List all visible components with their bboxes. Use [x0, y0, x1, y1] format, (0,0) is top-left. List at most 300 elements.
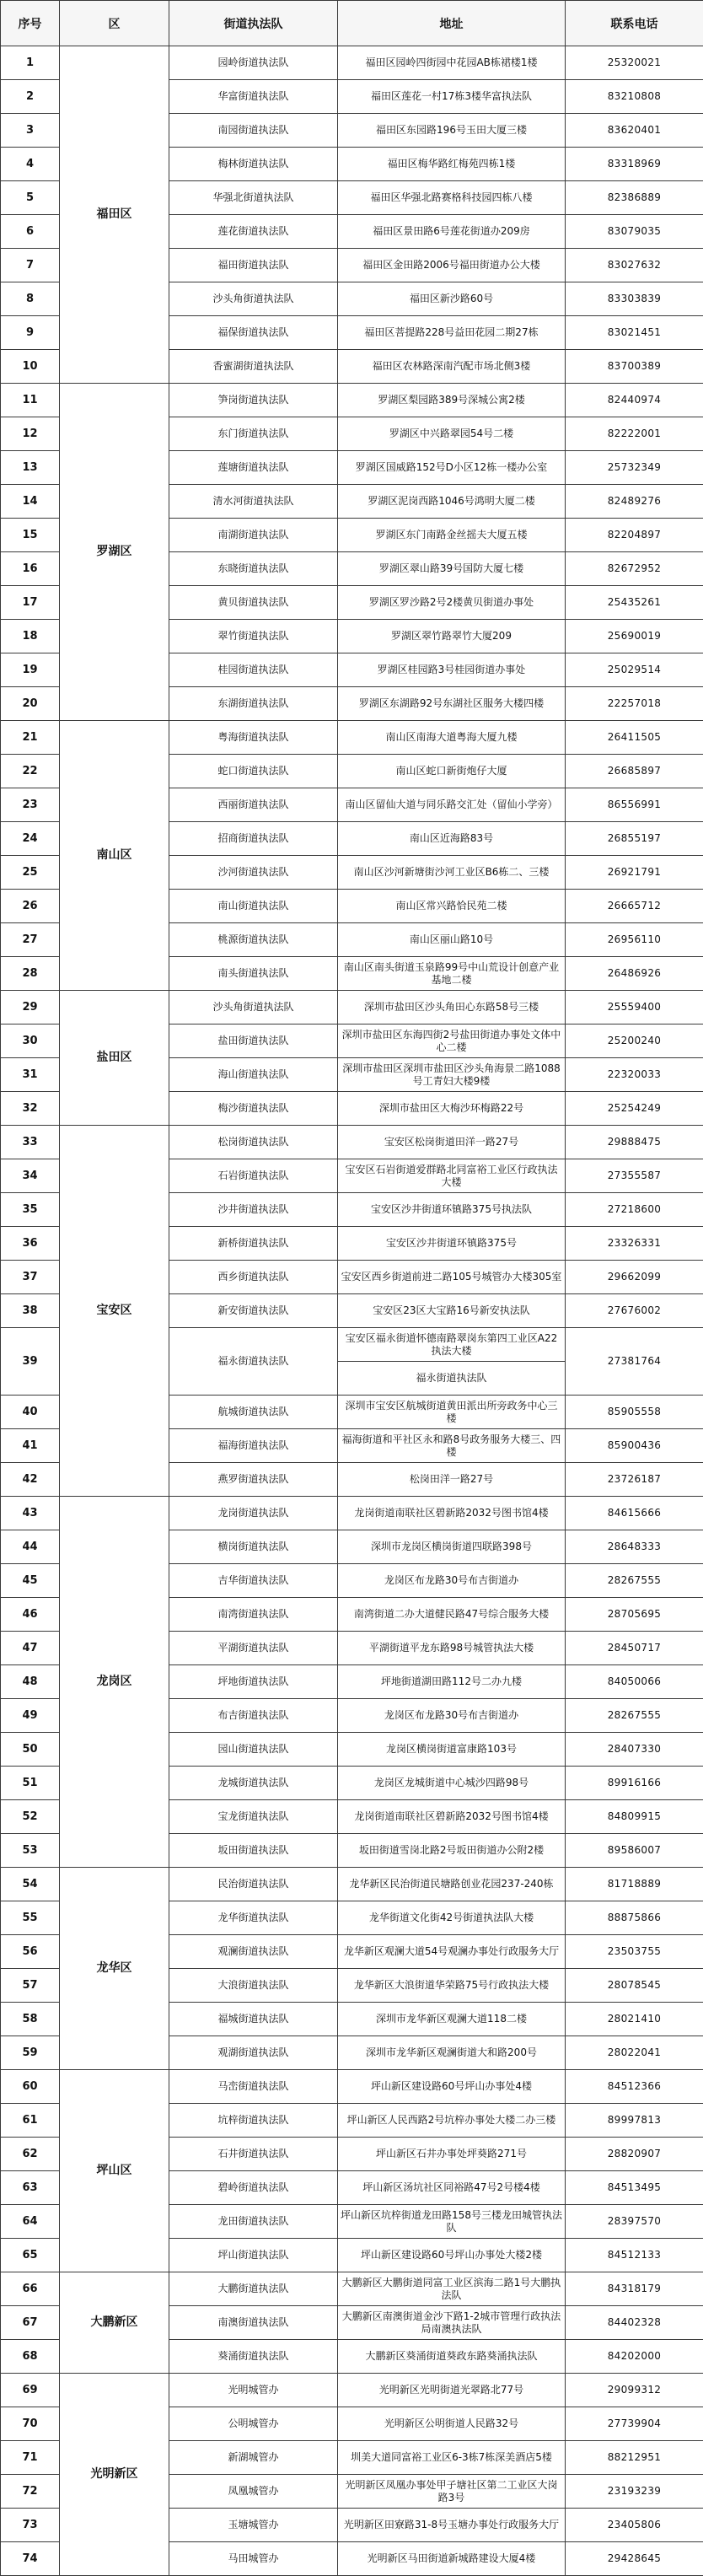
table-row [1, 1868, 703, 1901]
team-cell: 龙岗街道执法队 [169, 1497, 338, 1530]
row-index: 14 [1, 485, 60, 519]
phone-cell: 25029514 [566, 653, 703, 687]
district-cell: 大鹏新区 [60, 2272, 169, 2374]
row-index: 56 [1, 1935, 60, 1969]
row-index: 52 [1, 1800, 60, 1834]
team-cell: 龙城街道执法队 [169, 1767, 338, 1800]
row-index: 9 [1, 316, 60, 350]
address-cell: 罗湖区国威路152号D小区12栋一楼办公室 [338, 451, 566, 485]
address-cell: 龙岗区龙城街道中心城沙四路98号 [338, 1767, 566, 1800]
team-cell: 新安街道执法队 [169, 1294, 338, 1328]
row-index: 64 [1, 2205, 60, 2239]
phone-cell: 89916166 [566, 1767, 703, 1800]
team-cell: 黄贝街道执法队 [169, 586, 338, 620]
team-cell: 莲花街道执法队 [169, 215, 338, 249]
team-cell: 东晓街道执法队 [169, 552, 338, 586]
team-cell: 新桥街道执法队 [169, 1227, 338, 1261]
row-index: 8 [1, 282, 60, 316]
row-index: 43 [1, 1497, 60, 1530]
address-cell: 坪山新区石井办事处坪葵路271号 [338, 2138, 566, 2171]
table-row [1, 1497, 703, 1530]
team-cell: 福城街道执法队 [169, 2003, 338, 2036]
address-cell: 龙华街道文化街42号街道执法队大楼 [338, 1901, 566, 1935]
row-index: 12 [1, 417, 60, 451]
row-index: 48 [1, 1665, 60, 1699]
phone-cell: 26855197 [566, 822, 703, 856]
team-cell: 平湖街道执法队 [169, 1632, 338, 1665]
address-cell: 罗湖区中兴路翠园54号二楼 [338, 417, 566, 451]
table-body [1, 46, 703, 2576]
phone-cell: 28407330 [566, 1733, 703, 1767]
team-cell: 公明城管办 [169, 2407, 338, 2441]
phone-cell: 27676002 [566, 1294, 703, 1328]
team-cell: 布吉街道执法队 [169, 1699, 338, 1733]
row-index: 57 [1, 1969, 60, 2003]
table-row [1, 721, 703, 755]
row-index: 6 [1, 215, 60, 249]
address-cell: 宝安区23区大宝路16号新安执法队 [338, 1294, 566, 1328]
address-cell: 宝安区松岗街道田洋一路27号 [338, 1126, 566, 1159]
address-cell: 福田区新沙路60号 [338, 282, 566, 316]
phone-cell: 88212951 [566, 2441, 703, 2475]
district-cell: 坪山区 [60, 2070, 169, 2272]
address-cell: 宝安区石岩街道爱群路北同富裕工业区行政执法大楼 [338, 1159, 566, 1193]
row-index: 23 [1, 788, 60, 822]
team-cell: 龙田街道执法队 [169, 2205, 338, 2239]
row-index: 36 [1, 1227, 60, 1261]
team-cell: 坪山街道执法队 [169, 2239, 338, 2272]
row-index: 16 [1, 552, 60, 586]
phone-cell: 25690019 [566, 620, 703, 653]
row-index: 7 [1, 249, 60, 282]
phone-cell: 81718889 [566, 1868, 703, 1901]
phone-cell: 25435261 [566, 586, 703, 620]
team-cell: 葵涌街道执法队 [169, 2340, 338, 2374]
row-index: 28 [1, 957, 60, 991]
row-index: 18 [1, 620, 60, 653]
phone-cell: 26486926 [566, 957, 703, 991]
address-cell: 坪山新区汤坑社区同裕路47号2号楼4楼 [338, 2171, 566, 2205]
row-index: 67 [1, 2306, 60, 2340]
phone-cell: 83620401 [566, 114, 703, 148]
team-cell: 福海街道执法队 [169, 1429, 338, 1463]
row-index: 70 [1, 2407, 60, 2441]
team-cell: 南头街道执法队 [169, 957, 338, 991]
phone-cell: 23726187 [566, 1463, 703, 1497]
team-cell: 坂田街道执法队 [169, 1834, 338, 1868]
header-address: 地址 [338, 1, 566, 46]
address-cell: 圳美大道同富裕工业区6-3栋7栋深美酒店5楼 [338, 2441, 566, 2475]
district-cell: 龙华区 [60, 1868, 169, 2070]
row-index: 59 [1, 2036, 60, 2070]
row-index: 37 [1, 1261, 60, 1294]
phone-cell: 28022041 [566, 2036, 703, 2070]
phone-cell: 84513495 [566, 2171, 703, 2205]
phone-cell: 84512366 [566, 2070, 703, 2104]
phone-cell: 27739904 [566, 2407, 703, 2441]
team-cell: 大浪街道执法队 [169, 1969, 338, 2003]
address-cell: 福田区华强北路赛格科技园四栋八楼 [338, 181, 566, 215]
row-index: 3 [1, 114, 60, 148]
team-cell: 福保街道执法队 [169, 316, 338, 350]
address-cell: 福海街道和平社区永和路8号政务服务大楼三、四楼 [338, 1429, 566, 1463]
phone-cell: 88875866 [566, 1901, 703, 1935]
row-index: 61 [1, 2104, 60, 2138]
header-index: 序号 [1, 1, 60, 46]
row-index: 69 [1, 2374, 60, 2407]
team-cell: 南澳街道执法队 [169, 2306, 338, 2340]
district-cell: 龙岗区 [60, 1497, 169, 1868]
phone-cell: 85900436 [566, 1429, 703, 1463]
table-row [1, 991, 703, 1024]
address-cell: 坪山新区坑梓街道龙田路158号三楼龙田城管执法队 [338, 2205, 566, 2239]
phone-cell: 26921791 [566, 856, 703, 890]
phone-cell: 83027632 [566, 249, 703, 282]
phone-cell: 83210808 [566, 80, 703, 114]
phone-cell: 25559400 [566, 991, 703, 1024]
address-cell: 福田区菩提路228号益田花园二期27栋 [338, 316, 566, 350]
phone-cell: 83021451 [566, 316, 703, 350]
phone-cell: 82386889 [566, 181, 703, 215]
row-index: 25 [1, 856, 60, 890]
table-row [1, 2374, 703, 2407]
phone-cell: 25732349 [566, 451, 703, 485]
address-cell: 龙华新区大浪街道华荣路75号行政执法大楼 [338, 1969, 566, 2003]
team-cell: 南园街道执法队 [169, 114, 338, 148]
team-cell: 翠竹街道执法队 [169, 620, 338, 653]
row-index: 10 [1, 350, 60, 384]
team-cell: 沙头角街道执法队 [169, 991, 338, 1024]
row-index: 17 [1, 586, 60, 620]
address-cell: 福田区农林路深南汽配市场北侧3楼 [338, 350, 566, 384]
row-index: 30 [1, 1024, 60, 1058]
row-index: 13 [1, 451, 60, 485]
address-cell: 龙岗街道南联社区碧新路2032号图书馆4楼 [338, 1497, 566, 1530]
row-index: 44 [1, 1530, 60, 1564]
table-row [1, 2272, 703, 2306]
team-cell: 香蜜湖街道执法队 [169, 350, 338, 384]
phone-cell: 26956110 [566, 923, 703, 957]
address-cell: 南山区留仙大道与同乐路交汇处（留仙小学旁） [338, 788, 566, 822]
address-cell: 福田区梅华路红梅苑四栋1楼 [338, 148, 566, 181]
team-cell: 东门街道执法队 [169, 417, 338, 451]
phone-cell: 22257018 [566, 687, 703, 721]
phone-cell: 82440974 [566, 384, 703, 417]
address-cell: 大鹏新区南澳街道金沙下路1-2城市管理行政执法局南澳执法队 [338, 2306, 566, 2340]
address-cell: 福田区景田路6号莲花街道办209房 [338, 215, 566, 249]
row-index: 32 [1, 1092, 60, 1126]
team-cell: 观澜街道执法队 [169, 1935, 338, 1969]
row-index: 65 [1, 2239, 60, 2272]
team-cell: 华强北街道执法队 [169, 181, 338, 215]
district-cell: 罗湖区 [60, 384, 169, 721]
header-district: 区 [60, 1, 169, 46]
address-cell: 坪山新区建设路60号坪山办事处大楼2楼 [338, 2239, 566, 2272]
phone-cell: 89997813 [566, 2104, 703, 2138]
phone-cell: 23193239 [566, 2475, 703, 2509]
phone-cell: 82222001 [566, 417, 703, 451]
team-cell: 光明城管办 [169, 2374, 338, 2407]
row-index: 51 [1, 1767, 60, 1800]
address-cell: 南山区沙河新塘街沙河工业区B6栋二、三楼 [338, 856, 566, 890]
phone-cell: 28705695 [566, 1598, 703, 1632]
team-cell: 园山街道执法队 [169, 1733, 338, 1767]
phone-cell: 27381764 [566, 1328, 703, 1396]
row-index: 11 [1, 384, 60, 417]
team-cell: 东湖街道执法队 [169, 687, 338, 721]
row-index: 54 [1, 1868, 60, 1901]
address-cell: 宝安区沙井街道环镇路375号执法队 [338, 1193, 566, 1227]
row-index: 68 [1, 2340, 60, 2374]
team-cell: 坪地街道执法队 [169, 1665, 338, 1699]
team-cell: 桂园街道执法队 [169, 653, 338, 687]
phone-cell: 84615666 [566, 1497, 703, 1530]
address-cell: 大鹏新区葵涌街道葵政东路葵涌执法队 [338, 2340, 566, 2374]
phone-cell: 27355587 [566, 1159, 703, 1193]
phone-cell: 29428645 [566, 2542, 703, 2576]
row-index: 31 [1, 1058, 60, 1092]
row-index: 40 [1, 1396, 60, 1429]
row-index: 42 [1, 1463, 60, 1497]
row-index: 19 [1, 653, 60, 687]
row-index: 26 [1, 890, 60, 923]
phone-cell: 28450717 [566, 1632, 703, 1665]
table-row [1, 384, 703, 417]
address-cell: 光明新区公明街道人民路32号 [338, 2407, 566, 2441]
address-cell: 深圳市龙华新区观澜街道大和路200号 [338, 2036, 566, 2070]
address-cell: 坂田街道雪岗北路2号坂田街道办公附2楼 [338, 1834, 566, 1868]
phone-cell: 25200240 [566, 1024, 703, 1058]
team-cell: 梅沙街道执法队 [169, 1092, 338, 1126]
phone-cell: 83303839 [566, 282, 703, 316]
address-cell: 平湖街道平龙东路98号城管执法大楼 [338, 1632, 566, 1665]
row-index: 63 [1, 2171, 60, 2205]
address-cell: 光明新区凤凰办事处甲子塘社区第二工业区大岗路3号 [338, 2475, 566, 2509]
team-cell: 吉华街道执法队 [169, 1564, 338, 1598]
table-row [1, 2070, 703, 2104]
team-cell: 坑梓街道执法队 [169, 2104, 338, 2138]
header-team: 街道执法队 [169, 1, 338, 46]
header-phone: 联系电话 [566, 1, 703, 46]
table-row [1, 1126, 703, 1159]
address-cell: 宝安区西乡街道前进二路105号城管办大楼305室 [338, 1261, 566, 1294]
address-cell: 南山区近海路83号 [338, 822, 566, 856]
phone-cell: 83079035 [566, 215, 703, 249]
address-cell: 龙华新区观澜大道54号观澜办事处行政服务大厅 [338, 1935, 566, 1969]
phone-cell: 89586007 [566, 1834, 703, 1868]
row-index: 2 [1, 80, 60, 114]
phone-cell: 83318969 [566, 148, 703, 181]
address-cell: 福田区莲花一村17栋3楼华富执法队 [338, 80, 566, 114]
address-cell: 坪山新区建设路60号坪山办事处4楼 [338, 2070, 566, 2104]
phone-cell: 84809915 [566, 1800, 703, 1834]
address-cell: 罗湖区翠竹路翠竹大厦209 [338, 620, 566, 653]
address-cell: 龙岗区横岗街道富康路103号 [338, 1733, 566, 1767]
team-cell: 西乡街道执法队 [169, 1261, 338, 1294]
district-cell: 盐田区 [60, 991, 169, 1126]
address-cell: 松岗田洋一路27号 [338, 1463, 566, 1497]
row-index: 55 [1, 1901, 60, 1935]
address-cell: 深圳市盐田区大梅沙环梅路22号 [338, 1092, 566, 1126]
address-cell: 南山区蛇口新街炮仔大厦 [338, 755, 566, 788]
row-index: 49 [1, 1699, 60, 1733]
team-cell: 华富街道执法队 [169, 80, 338, 114]
team-cell: 宝龙街道执法队 [169, 1800, 338, 1834]
address-cell: 罗湖区泥岗西路1046号鸿明大厦二楼 [338, 485, 566, 519]
phone-cell: 23326331 [566, 1227, 703, 1261]
row-index: 72 [1, 2475, 60, 2509]
address-cell: 罗湖区东门南路金丝摇夫大厦五楼 [338, 519, 566, 552]
row-index: 38 [1, 1294, 60, 1328]
phone-cell: 28267555 [566, 1564, 703, 1598]
team-cell: 石岩街道执法队 [169, 1159, 338, 1193]
address-cell: 南湾街道二办大道健民路47号综合服务大楼 [338, 1598, 566, 1632]
phone-cell: 23503755 [566, 1935, 703, 1969]
team-cell: 南湾街道执法队 [169, 1598, 338, 1632]
team-cell: 马峦街道执法队 [169, 2070, 338, 2104]
address-cell: 光明新区田寮路31-8号玉塘办事处行政服务大厅 [338, 2509, 566, 2542]
address-cell: 福田区东园路196号玉田大厦三楼 [338, 114, 566, 148]
row-index: 66 [1, 2272, 60, 2306]
team-cell: 莲塘街道执法队 [169, 451, 338, 485]
team-cell: 新湖城管办 [169, 2441, 338, 2475]
team-cell: 观湖街道执法队 [169, 2036, 338, 2070]
phone-cell: 28648333 [566, 1530, 703, 1564]
team-cell: 石井街道执法队 [169, 2138, 338, 2171]
phone-cell: 29662099 [566, 1261, 703, 1294]
address-cell: 南山区南头街道玉泉路99号中山荒设计创意产业基地二楼 [338, 957, 566, 991]
address-cell: 光明新区马田街道新城路建设大厦4楼 [338, 2542, 566, 2576]
team-cell: 民治街道执法队 [169, 1868, 338, 1901]
address-cell: 罗湖区罗沙路2号2楼黄贝街道办事处 [338, 586, 566, 620]
phone-cell: 84050066 [566, 1665, 703, 1699]
row-index: 39 [1, 1328, 60, 1396]
team-cell: 航城街道执法队 [169, 1396, 338, 1429]
team-cell: 南湖街道执法队 [169, 519, 338, 552]
phone-cell: 26685897 [566, 755, 703, 788]
district-cell: 宝安区 [60, 1126, 169, 1497]
address-cell: 罗湖区梨园路389号深城公寓2楼 [338, 384, 566, 417]
team-cell: 马田城管办 [169, 2542, 338, 2576]
team-cell: 蛇口街道执法队 [169, 755, 338, 788]
row-index: 20 [1, 687, 60, 721]
row-index: 21 [1, 721, 60, 755]
phone-cell: 28021410 [566, 2003, 703, 2036]
address-cell: 深圳市盐田区沙头角田心东路58号三楼 [338, 991, 566, 1024]
team-cell: 松岗街道执法队 [169, 1126, 338, 1159]
phone-cell: 25320021 [566, 46, 703, 80]
address-cell: 宝安区福永街道怀德南路翠岗东第四工业区A22执法大楼 [338, 1328, 566, 1362]
team-cell: 笋岗街道执法队 [169, 384, 338, 417]
phone-cell: 83700389 [566, 350, 703, 384]
phone-cell: 28267555 [566, 1699, 703, 1733]
team-cell: 凤凰城管办 [169, 2475, 338, 2509]
phone-cell: 26665712 [566, 890, 703, 923]
address-cell: 南山区南海大道粤海大厦九楼 [338, 721, 566, 755]
phone-cell: 84512133 [566, 2239, 703, 2272]
row-index: 24 [1, 822, 60, 856]
team-cell: 园岭街道执法队 [169, 46, 338, 80]
row-index: 71 [1, 2441, 60, 2475]
row-index: 4 [1, 148, 60, 181]
phone-cell: 82204897 [566, 519, 703, 552]
team-cell: 福田街道执法队 [169, 249, 338, 282]
team-cell: 梅林街道执法队 [169, 148, 338, 181]
address-cell: 坪山新区人民西路2号坑梓办事处大楼二办三楼 [338, 2104, 566, 2138]
district-cell: 光明新区 [60, 2374, 169, 2576]
phone-cell: 28078545 [566, 1969, 703, 2003]
row-index: 74 [1, 2542, 60, 2576]
row-index: 22 [1, 755, 60, 788]
team-cell: 沙井街道执法队 [169, 1193, 338, 1227]
team-cell: 南山街道执法队 [169, 890, 338, 923]
team-cell: 玉塘城管办 [169, 2509, 338, 2542]
team-cell: 横岗街道执法队 [169, 1530, 338, 1564]
team-cell: 海山街道执法队 [169, 1058, 338, 1092]
team-cell: 桃源街道执法队 [169, 923, 338, 957]
phone-cell: 28820907 [566, 2138, 703, 2171]
phone-cell: 84202000 [566, 2340, 703, 2374]
team-cell: 沙河街道执法队 [169, 856, 338, 890]
address-cell: 光明新区光明街道光翠路北77号 [338, 2374, 566, 2407]
team-cell: 清水河街道执法队 [169, 485, 338, 519]
row-index: 50 [1, 1733, 60, 1767]
row-index: 58 [1, 2003, 60, 2036]
address-cell: 南山区丽山路10号 [338, 923, 566, 957]
phone-cell: 28397570 [566, 2205, 703, 2239]
row-index: 46 [1, 1598, 60, 1632]
phone-cell: 84402328 [566, 2306, 703, 2340]
address-cell: 福田区金田路2006号福田街道办公大楼 [338, 249, 566, 282]
address-cell: 龙华新区民治街道民塘路创业花园237-240栋 [338, 1868, 566, 1901]
phone-cell: 82489276 [566, 485, 703, 519]
team-cell: 盐田街道执法队 [169, 1024, 338, 1058]
address-cell: 深圳市龙华新区观澜大道118二楼 [338, 2003, 566, 2036]
phone-cell: 23405806 [566, 2509, 703, 2542]
address-cell: 深圳市盐田区东海四街2号盐田街道办事处文体中心二楼 [338, 1024, 566, 1058]
phone-cell: 86556991 [566, 788, 703, 822]
row-index: 35 [1, 1193, 60, 1227]
phone-cell: 27218600 [566, 1193, 703, 1227]
row-index: 27 [1, 923, 60, 957]
phone-cell: 82672952 [566, 552, 703, 586]
table-row [1, 46, 703, 80]
row-index: 47 [1, 1632, 60, 1665]
district-cell: 南山区 [60, 721, 169, 991]
address-cell: 罗湖区东湖路92号东湖社区服务大楼四楼 [338, 687, 566, 721]
row-index: 41 [1, 1429, 60, 1463]
row-index: 60 [1, 2070, 60, 2104]
address-cell: 龙岗区布龙路30号布吉街道办 [338, 1564, 566, 1598]
team-cell: 粤海街道执法队 [169, 721, 338, 755]
header-row [1, 1, 703, 46]
phone-cell: 85905558 [566, 1396, 703, 1429]
row-index: 15 [1, 519, 60, 552]
row-index: 62 [1, 2138, 60, 2171]
phone-cell: 22320033 [566, 1058, 703, 1092]
phone-cell: 84318179 [566, 2272, 703, 2306]
address-cell: 宝安区沙井街道环镇路375号 [338, 1227, 566, 1261]
row-index: 33 [1, 1126, 60, 1159]
address-cell: 罗湖区桂园路3号桂园街道办事处 [338, 653, 566, 687]
team-cell: 碧岭街道执法队 [169, 2171, 338, 2205]
address-cell: 罗湖区翠山路39号国防大厦七楼 [338, 552, 566, 586]
team-cell: 燕罗街道执法队 [169, 1463, 338, 1497]
address-cell-secondary: 福永街道执法队 [338, 1362, 566, 1396]
row-index: 45 [1, 1564, 60, 1598]
row-index: 34 [1, 1159, 60, 1193]
team-cell: 大鹏街道执法队 [169, 2272, 338, 2306]
